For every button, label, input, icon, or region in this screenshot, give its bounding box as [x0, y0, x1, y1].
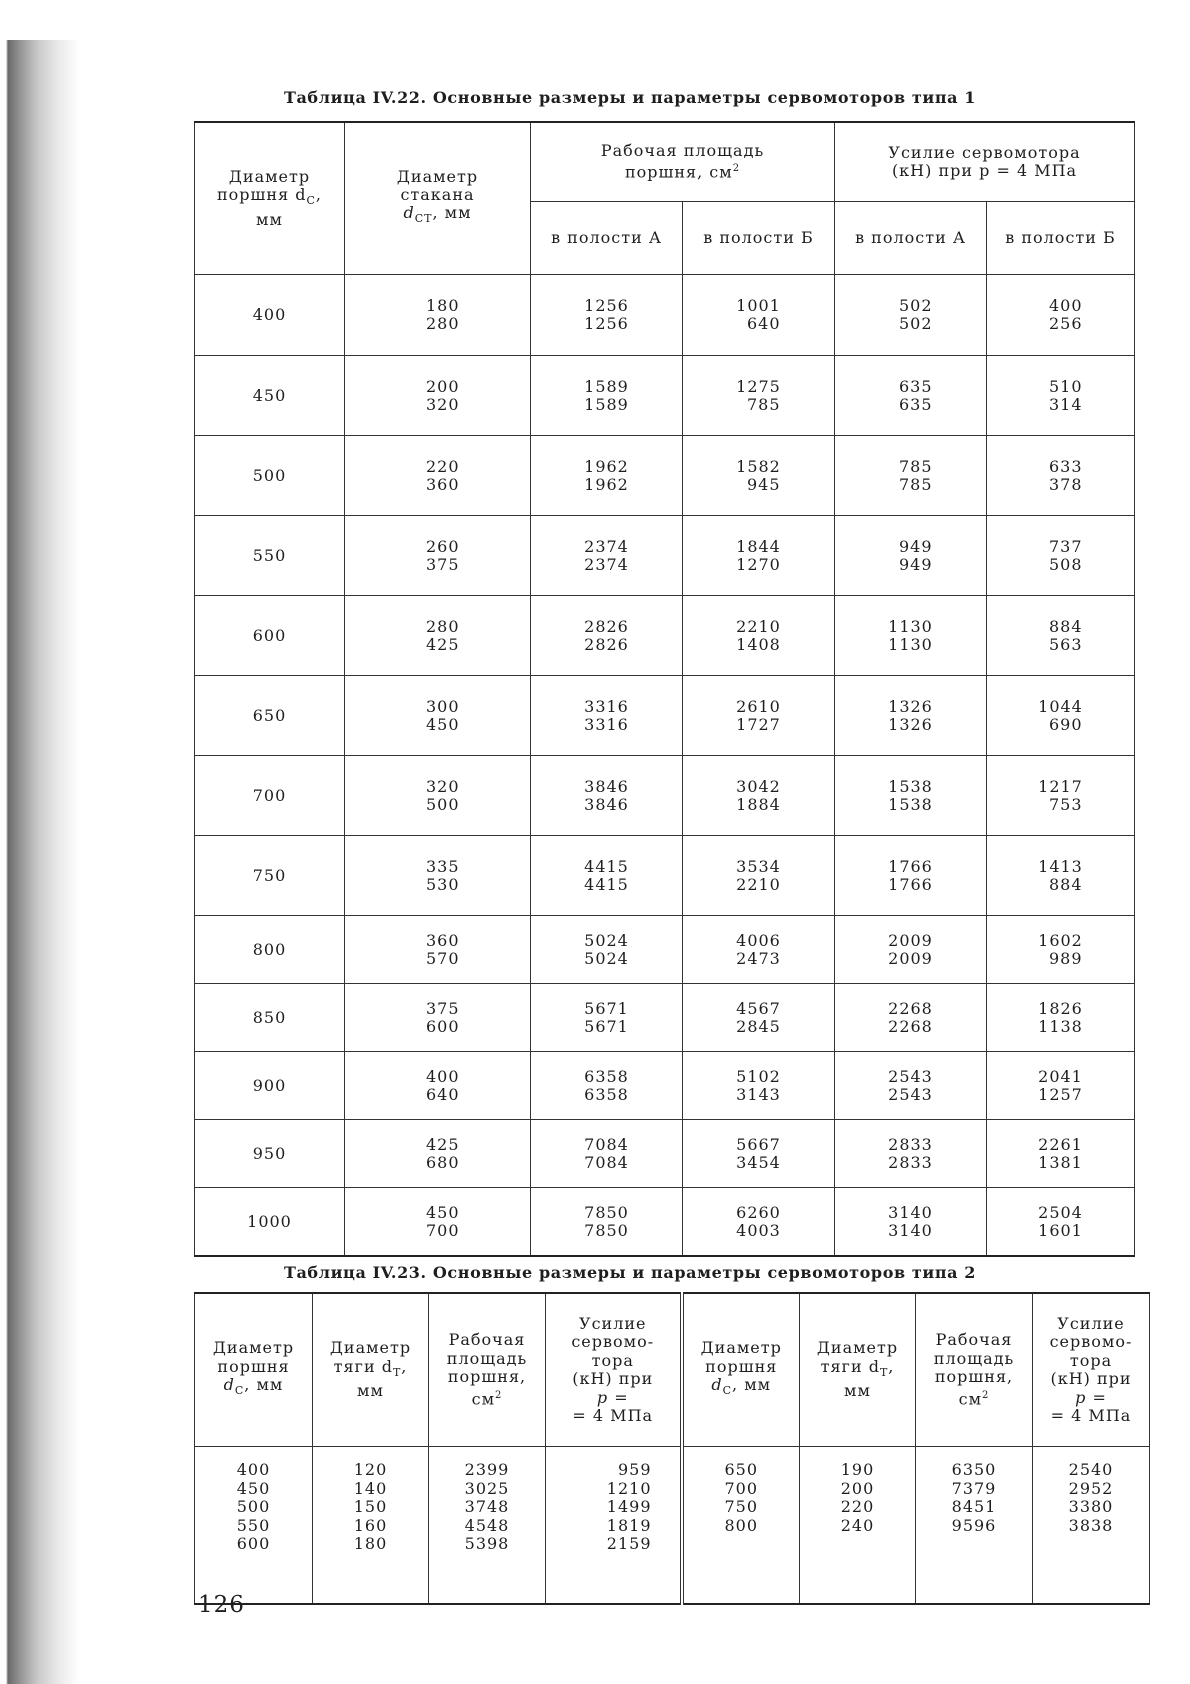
piston-diameter-cell: 850 — [195, 984, 345, 1052]
area-cavity-a-cell: 4415 4415 — [531, 836, 683, 916]
page-number: 126 — [198, 1592, 245, 1618]
piston-diameter-cell: 1000 — [195, 1188, 345, 1257]
servomotor-type2-table — [194, 1292, 1150, 1605]
table-row — [195, 1188, 1135, 1257]
force-cavity-a-cell: 635 635 — [835, 356, 987, 436]
force-cavity-a-cell: 2268 2268 — [835, 984, 987, 1052]
area-cavity-b-cell: 3042 1884 — [683, 756, 835, 836]
area-cavity-a-cell: 1589 1589 — [531, 356, 683, 436]
area-cavity-b-cell: 5102 3143 — [683, 1052, 835, 1120]
area-cavity-b-cell: 3534 2210 — [683, 836, 835, 916]
area-cavity-b-cell: 6260 4003 — [683, 1188, 835, 1257]
cup-diameters-cell: 400 640 — [345, 1052, 531, 1120]
force-cavity-b-cell: 633 378 — [987, 436, 1135, 516]
cup-diameters-cell: 335 530 — [345, 836, 531, 916]
table-1-title: Таблица IV.22. Основные размеры и параметры сервомоторов типа 1 — [283, 88, 977, 107]
header-area-left: Рабочая площадь поршня, $см^2$ — [429, 1293, 546, 1447]
area-cavity-b-cell: 2210 1408 — [683, 596, 835, 676]
force-cavity-b-cell: 2504 1601 — [987, 1188, 1135, 1257]
table-row — [195, 984, 1135, 1052]
force-cavity-a-cell: 2009 2009 — [835, 916, 987, 984]
force-cavity-b-cell: 2261 1381 — [987, 1120, 1135, 1188]
table-row — [195, 676, 1135, 756]
area-cavity-b-cell: 1001 640 — [683, 275, 835, 356]
force-cavity-a-cell: 1538 1538 — [835, 756, 987, 836]
area-cavity-b-cell: 4006 2473 — [683, 916, 835, 984]
table-row — [195, 516, 1135, 596]
header-force-cavity-b: в полости Б — [987, 202, 1135, 275]
force-cavity-a-cell: 1766 1766 — [835, 836, 987, 916]
servomotor-type1-table — [194, 121, 1135, 1257]
table-2-title: Таблица IV.23. Основные размеры и параметры сервомоторов типа 2 — [283, 1263, 977, 1282]
force-cavity-b-cell: 400 256 — [987, 275, 1135, 356]
header-force-left: Усилие сервомо- тора (кН) при p = = 4 МПа — [546, 1293, 682, 1447]
table-row — [195, 1052, 1135, 1120]
table-row — [195, 916, 1135, 984]
header-area-cavity-b: в полости Б — [683, 202, 835, 275]
force-cavity-a-cell: 1326 1326 — [835, 676, 987, 756]
piston-diameter-cell: 900 — [195, 1052, 345, 1120]
cup-diameters-cell: 300 450 — [345, 676, 531, 756]
header-cup-diameter: Диаметр стакана $d_{СТ}$, мм — [345, 122, 531, 275]
cup-diameters-cell: 180 280 — [345, 275, 531, 356]
area-cavity-b-cell: 5667 3454 — [683, 1120, 835, 1188]
header-area-right: Рабочая площадь поршня, $см^2$ — [916, 1293, 1033, 1447]
cup-diameters-cell: 425 680 — [345, 1120, 531, 1188]
force-cavity-b-cell: 510 314 — [987, 356, 1135, 436]
area-cavity-a-cell: 1256 1256 — [531, 275, 683, 356]
force-cavity-b-cell: 1602 989 — [987, 916, 1135, 984]
right-forces: 2540 2952 3380 3838 — [1033, 1447, 1150, 1605]
header-rod-diameter-left: Диаметр тяги $d_Т$, мм — [313, 1293, 429, 1447]
force-cavity-a-cell: 2543 2543 — [835, 1052, 987, 1120]
area-cavity-a-cell: 1962 1962 — [531, 436, 683, 516]
area-cavity-a-cell: 3316 3316 — [531, 676, 683, 756]
cup-diameters-cell: 280 425 — [345, 596, 531, 676]
force-cavity-a-cell: 1130 1130 — [835, 596, 987, 676]
book-spine-shadow — [0, 40, 80, 1684]
table-row — [195, 356, 1135, 436]
piston-diameter-cell: 750 — [195, 836, 345, 916]
piston-diameter-cell: 400 — [195, 275, 345, 356]
header-servomotor-force: Усилие сервомотора (кН) при p = 4 МПа — [835, 122, 1135, 202]
right-piston-diameters: 650 700 750 800 — [682, 1447, 800, 1605]
piston-diameter-cell: 650 — [195, 676, 345, 756]
force-cavity-b-cell: 737 508 — [987, 516, 1135, 596]
header-working-area: Рабочая площадь поршня, $см^2$ — [531, 122, 835, 202]
area-cavity-a-cell: 7084 7084 — [531, 1120, 683, 1188]
table-row — [195, 756, 1135, 836]
piston-diameter-cell: 950 — [195, 1120, 345, 1188]
cup-diameters-cell: 375 600 — [345, 984, 531, 1052]
area-cavity-b-cell: 1582 945 — [683, 436, 835, 516]
left-areas: 2399 3025 3748 4548 5398 — [429, 1447, 546, 1605]
cup-diameters-cell: 450 700 — [345, 1188, 531, 1257]
area-cavity-a-cell: 5671 5671 — [531, 984, 683, 1052]
area-cavity-b-cell: 1275 785 — [683, 356, 835, 436]
cup-diameters-cell: 200 320 — [345, 356, 531, 436]
piston-diameter-cell: 600 — [195, 596, 345, 676]
force-cavity-b-cell: 1044 690 — [987, 676, 1135, 756]
force-cavity-a-cell: 785 785 — [835, 436, 987, 516]
piston-diameter-cell: 800 — [195, 916, 345, 984]
table-row — [195, 836, 1135, 916]
header-piston-diameter-left: Диаметр поршня $d_С$, мм — [195, 1293, 313, 1447]
area-cavity-a-cell: 2374 2374 — [531, 516, 683, 596]
area-cavity-a-cell: 3846 3846 — [531, 756, 683, 836]
area-cavity-a-cell: 2826 2826 — [531, 596, 683, 676]
header-rod-diameter-right: Диаметр тяги $d_Т$, мм — [800, 1293, 916, 1447]
area-cavity-b-cell: 1844 1270 — [683, 516, 835, 596]
table-row — [195, 436, 1135, 516]
right-rod-diameters: 190 200 220 240 — [800, 1447, 916, 1605]
area-cavity-b-cell: 2610 1727 — [683, 676, 835, 756]
header-force-cavity-a: в полости А — [835, 202, 987, 275]
right-areas: 6350 7379 8451 9596 — [916, 1447, 1033, 1605]
header-piston-diameter: Диаметр поршня $d_С$, мм — [195, 122, 345, 275]
cup-diameters-cell: 320 500 — [345, 756, 531, 836]
table-row — [195, 1120, 1135, 1188]
left-rod-diameters: 120 140 150 160 180 — [313, 1447, 429, 1605]
left-forces: 959 1210 1499 1819 2159 — [546, 1447, 682, 1605]
piston-diameter-cell: 550 — [195, 516, 345, 596]
force-cavity-b-cell: 2041 1257 — [987, 1052, 1135, 1120]
piston-diameter-cell: 500 — [195, 436, 345, 516]
force-cavity-a-cell: 949 949 — [835, 516, 987, 596]
force-cavity-b-cell: 884 563 — [987, 596, 1135, 676]
piston-diameter-cell: 450 — [195, 356, 345, 436]
area-cavity-b-cell: 4567 2845 — [683, 984, 835, 1052]
cup-diameters-cell: 220 360 — [345, 436, 531, 516]
table-row — [195, 596, 1135, 676]
cup-diameters-cell: 360 570 — [345, 916, 531, 984]
header-area-cavity-a: в полости А — [531, 202, 683, 275]
area-cavity-a-cell: 7850 7850 — [531, 1188, 683, 1257]
force-cavity-b-cell: 1217 753 — [987, 756, 1135, 836]
piston-diameter-cell: 700 — [195, 756, 345, 836]
area-cavity-a-cell: 6358 6358 — [531, 1052, 683, 1120]
header-force-right: Усилие сервомо- тора (кН) при p = = 4 МПа — [1033, 1293, 1150, 1447]
header-piston-diameter-right: Диаметр поршня $d_С$, мм — [682, 1293, 800, 1447]
area-cavity-a-cell: 5024 5024 — [531, 916, 683, 984]
table-row — [195, 275, 1135, 356]
force-cavity-b-cell: 1413 884 — [987, 836, 1135, 916]
force-cavity-a-cell: 2833 2833 — [835, 1120, 987, 1188]
cup-diameters-cell: 260 375 — [345, 516, 531, 596]
left-piston-diameters: 400 450 500 550 600 — [195, 1447, 313, 1605]
force-cavity-a-cell: 502 502 — [835, 275, 987, 356]
force-cavity-b-cell: 1826 1138 — [987, 984, 1135, 1052]
force-cavity-a-cell: 3140 3140 — [835, 1188, 987, 1257]
